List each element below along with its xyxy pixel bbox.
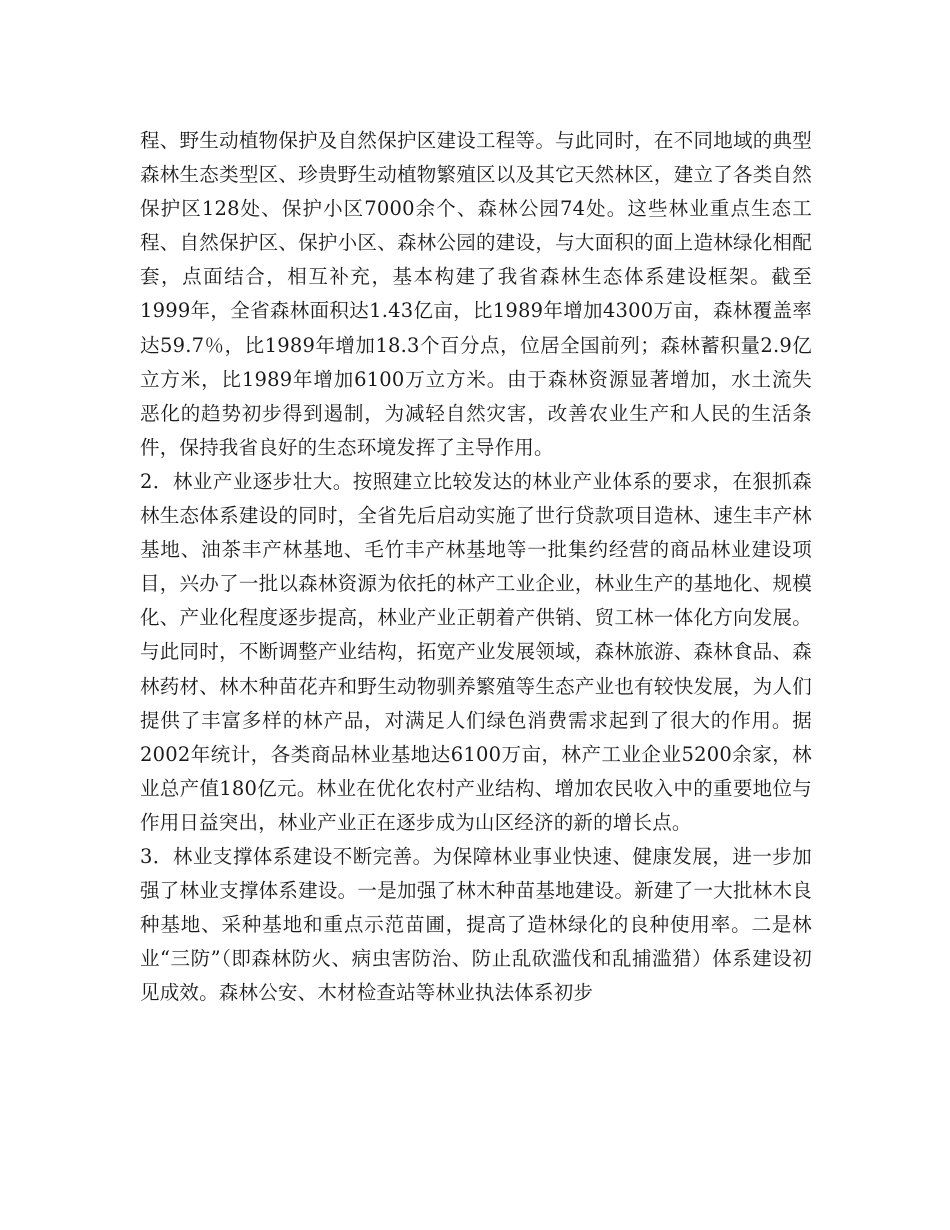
document-body [140,124,812,1010]
paragraph-support-system: 3．林业支撑体系建设不断完善。为保障林业事业快速、健康发展，进一步加强了林业支撑体系建设。一是加强了林木种苗基地建设。新建了一大批林木良种基地、采种基地和重点示范苗圃，提高了造林绿化的良种使用率。二是林业“三防”（即森林防火、病虫害防治、防止乱砍滥伐和乱捕滥猎）体系建设初见成效。森林公安、木材检查站等林业执法体系初步 [140,844,812,1005]
paragraph-forest-industry: 2．林业产业逐步壮大。按照建立比较发达的林业产业体系的要求，在狠抓森林生态体系建设的同时，全省先后启动实施了世行贷款项目造林、速生丰产林基地、油茶丰产林基地、毛竹丰产林基地等一批集约经营的商品林业建设项目，兴办了一批以森林资源为依托的林产工业企业，林业生产的基地化、规模化、产业化程度逐步提高，林业产业正朝着产供销、贸工林一体化方向发展。与此同时，不断调整产业结构，拓宽产业发展领域，森林旅游、森林食品、森林药材、林木种苗花卉和野生动物驯养繁殖等生态产业也有较快发展，为人们提供了丰富多样的林产品，对满足人们绿色消费需求起到了很大的作用。据2002年统计，各类商品林业基地达6100万亩，林产工业企业5200余家，林业总产值180亿元。林业在优化农村产业结构、增加农民收入中的重要地位与作用日益突出，林业产业正在逐步成为山区经济的新的增长点。 [140,469,812,834]
paragraph-forest-ecology: 程、野生动植物保护及自然保护区建设工程等。与此同时，在不同地域的典型森林生态类型区、珍贵野生动植物繁殖区以及其它天然林区，建立了各类自然保护区128处、保护小区7000余个、森林公园74处。这些林业重点生态工程、自然保护区、保护小区、森林公园的建设，与大面积的面上造林绿化相配套，点面结合，相互补充，基本构建了我省森林生态体系建设框架。截至1999年，全省森林面积达1.43亿亩，比1989年增加4300万亩，森林覆盖率达59.7％，比1989年增加18.3个百分点，位居全国前列；森林蓄积量2.9亿立方米，比1989年增加6100万立方米。由于森林资源显著增加，水土流失恶化的趋势初步得到遏制，为减轻自然灾害，改善农业生产和人民的生活条件，保持我省良好的生态环境发挥了主导作用。 [140,129,812,459]
